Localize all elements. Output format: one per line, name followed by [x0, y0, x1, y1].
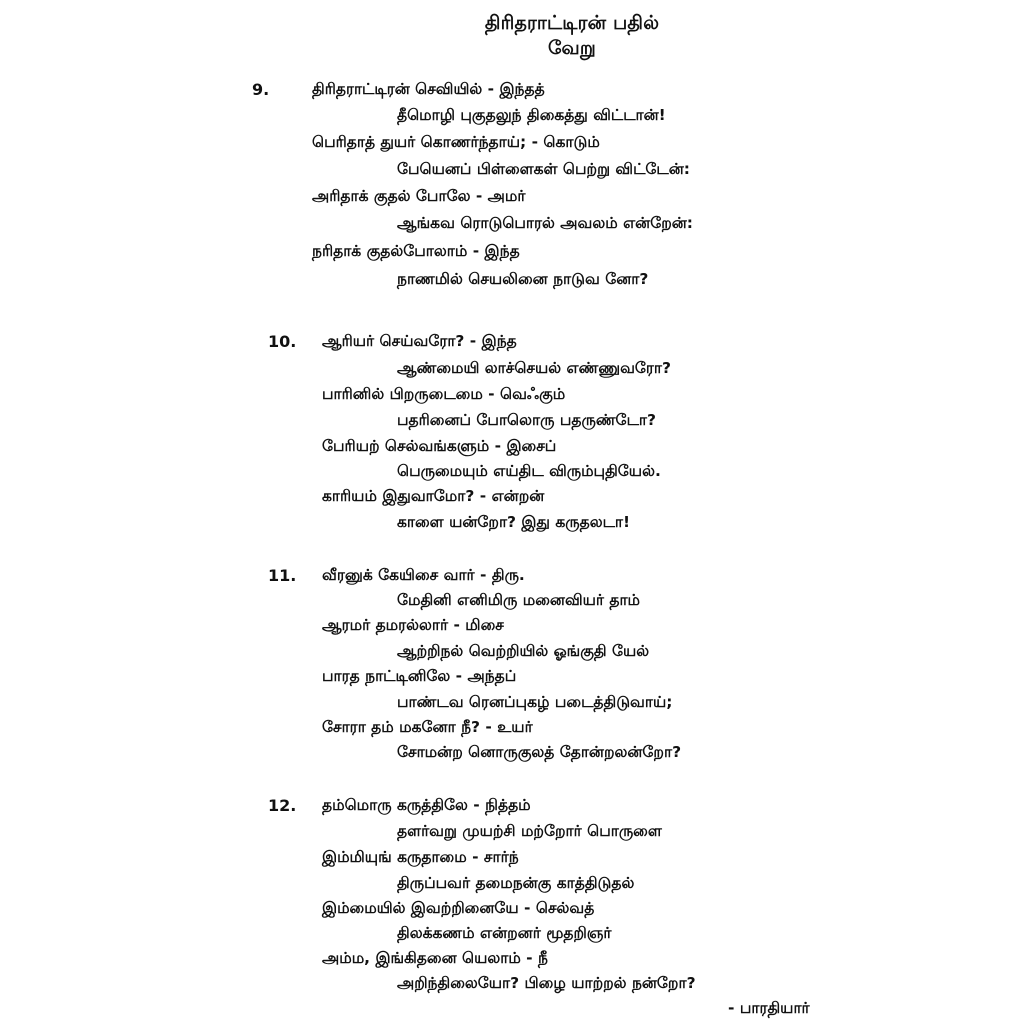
author-signature: - பாரதியார்: [728, 999, 810, 1017]
poem-line: காளை யன்றோ? இது கருதலடா!: [397, 513, 631, 531]
poem-line: திருப்பவர் தமைநன்கு காத்திடுதல்: [397, 874, 635, 892]
poem-line: திலக்கணம் என்றனர் மூதறிஞர்: [397, 924, 612, 942]
poem-line: பாண்டவ ரெனப்புகழ் படைத்திடுவாய்;: [397, 693, 673, 711]
poem-line: தளர்வறு முயற்சி மற்றோர் பொருளை: [397, 822, 662, 840]
poem-line: பேயெனப் பிள்ளைகள் பெற்று விட்டேன்:: [397, 160, 690, 178]
stanza-number: 9.: [252, 80, 270, 99]
poem-line: ஆங்கவ ரொடுபொரல் அவலம் என்றேன்:: [397, 214, 693, 232]
poem-line: சோரா தம் மகனோ நீ? - உயர்: [322, 718, 533, 736]
poem-line: பெருமையும் எய்திட விரும்புதியேல்.: [397, 462, 661, 480]
poem-line: ஆரியர் செய்வரோ? - இந்த: [322, 332, 517, 350]
poem-line: அறிந்திலையோ? பிழை யாற்றல் நன்றோ?: [397, 974, 696, 992]
page-subtitle: வேறு: [548, 37, 596, 59]
poem-line: திரிதராட்டிரன் செவியில் - இந்தத்: [312, 80, 545, 98]
poem-line: இம்மியுங் கருதாமை - சார்ந்: [322, 848, 519, 866]
poem-line: பேரியற் செல்வங்களும் - இசைப்: [322, 437, 557, 455]
poem-line: தீமொழி புகுதலுந் திகைத்து விட்டான்!: [397, 106, 666, 124]
poem-line: சோமன்ற னொருகுலத் தோன்றலன்றோ?: [397, 743, 682, 761]
poem-line: நாணமில் செயலினை நாடுவ னோ?: [397, 270, 649, 288]
stanza-number: 11.: [268, 566, 297, 585]
page-title: திரிதராட்டிரன் பதில்: [484, 12, 660, 34]
poem-line: அம்ம, இங்கிதனை யெலாம் - நீ: [322, 949, 548, 967]
poem-line: பாரினில் பிறருடைமை - வெஃகும்: [322, 385, 566, 403]
poem-line: மேதினி எனிமிரு மனைவியர் தாம்: [397, 591, 641, 609]
stanza-number: 10.: [268, 332, 297, 351]
poem-line: இம்மையில் இவற்றினையே - செல்வத்: [322, 899, 595, 917]
poem-line: வீரனுக் கேயிசை வார் - திரு.: [322, 566, 525, 584]
poem-line: பதரினைப் போலொரு பதருண்டோ?: [397, 411, 656, 429]
poem-line: காரியம் இதுவாமோ? - என்றன்: [322, 487, 545, 505]
poem-line: பாரத நாட்டினிலே - அந்தப்: [322, 667, 517, 685]
poem-line: தம்மொரு கருத்திலே - நித்தம்: [322, 796, 531, 814]
poem-line: ஆரமர் தமரல்லார் - மிசை: [322, 616, 504, 634]
poem-line: ஆற்றிநல் வெற்றியில் ஓங்குதி யேல்: [397, 642, 650, 660]
poem-line: ஆண்மையி லாச்செயல் எண்ணுவரோ?: [397, 359, 672, 377]
poem-line: அரிதாக் குதல் போலே - அமர்: [312, 187, 526, 205]
poem-line: நரிதாக் குதல்போலாம் - இந்த: [312, 242, 520, 260]
poem-line: பெரிதாத் துயர் கொணர்ந்தாய்; - கொடும்: [312, 133, 600, 151]
stanza-number: 12.: [268, 796, 297, 815]
